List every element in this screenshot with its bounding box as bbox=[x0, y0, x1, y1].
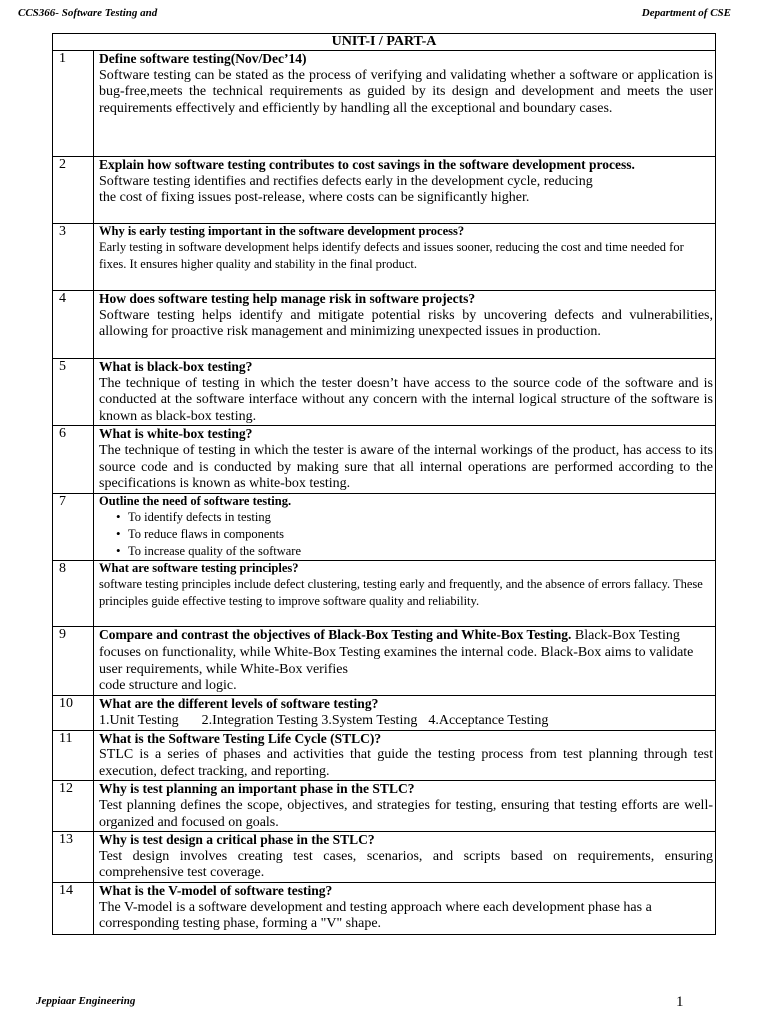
question-text: What is the V-model of software testing? bbox=[99, 882, 333, 898]
answer-text: Software testing can be stated as the process of verifying and validating whether a software or application is bug-free,meets the technical requirements as guided by its design and development and meets the user requirements effectively and efficiently by handling all the exceptional and boundary cases. bbox=[99, 67, 713, 116]
header-department: Department of CSE bbox=[641, 7, 731, 19]
question-number: 3 bbox=[53, 224, 94, 291]
qa-cell bbox=[94, 224, 716, 291]
level-item: 2.Integration Testing bbox=[201, 712, 318, 728]
question-text: How does software testing help manage risk in software projects? bbox=[99, 291, 476, 306]
needs-list bbox=[99, 509, 713, 559]
qa-row bbox=[53, 359, 716, 426]
question-number: 4 bbox=[53, 291, 94, 359]
question-number: 7 bbox=[53, 494, 94, 561]
answer-text: The V-model is a software development and testing approach where each development phase has a corresponding testing phase, forming a "V" shape. bbox=[99, 899, 652, 932]
answer-text: code structure and logic. bbox=[99, 678, 237, 694]
question-text: What are the different levels of software testing? bbox=[99, 696, 379, 712]
list-item: • To identify defects in testing bbox=[128, 509, 713, 526]
qa-cell bbox=[94, 426, 716, 494]
qa-cell bbox=[94, 730, 716, 781]
footer-institution: Jeppiaar Engineering bbox=[36, 995, 136, 1007]
question-text: What is black-box testing? bbox=[99, 359, 253, 374]
question-number: 8 bbox=[53, 561, 94, 627]
question-text: Outline the need of software testing. bbox=[99, 494, 292, 509]
question-text: Why is test planning an important phase in the STLC? bbox=[99, 781, 415, 797]
question-text: What are software testing principles? bbox=[99, 561, 299, 576]
answer-text: Black-Box Testing focuses on functionality, while White-Box Testing examines the internal code. Black-Box aims to validate user requirements, while White-Box verifies bbox=[99, 628, 694, 677]
question-number: 11 bbox=[53, 730, 94, 781]
qa-row bbox=[53, 426, 716, 494]
question-number: 14 bbox=[53, 882, 94, 934]
question-text: Define software testing(Nov/Dec’14) bbox=[99, 51, 307, 66]
qa-row bbox=[53, 494, 716, 561]
page-number: 1 bbox=[676, 994, 684, 1010]
answer-text: Test design involves creating test cases, scenarios, and scripts based on requirements, ensuring comprehensive test coverage. bbox=[99, 848, 713, 881]
qa-row bbox=[53, 291, 716, 359]
qa-row bbox=[53, 730, 716, 781]
question-number: 12 bbox=[53, 781, 94, 832]
level-item: 4.Acceptance Testing bbox=[428, 712, 549, 728]
qa-row bbox=[53, 51, 716, 157]
qa-cell bbox=[94, 157, 716, 224]
unit-title-row bbox=[53, 34, 716, 51]
qa-table bbox=[52, 33, 716, 935]
question-text: What is the Software Testing Life Cycle (STLC)? bbox=[99, 730, 382, 746]
question-text: What is white-box testing? bbox=[99, 426, 253, 442]
qa-row bbox=[53, 627, 716, 696]
question-number: 2 bbox=[53, 157, 94, 224]
answer-text: The technique of testing in which the tester is aware of the internal workings of the product, has access to its source code and is conducted by making sure that all internal operations are performed according to the specifications is known as white-box testing. bbox=[99, 442, 713, 492]
question-number: 10 bbox=[53, 696, 94, 730]
question-text: Why is test design a critical phase in the STLC? bbox=[99, 832, 375, 848]
header-course-title: CCS366- Software Testing and bbox=[18, 7, 158, 19]
qa-row bbox=[53, 224, 716, 291]
qa-cell bbox=[94, 627, 716, 696]
answer-text: the cost of fixing issues post-release, where costs can be significantly higher. bbox=[99, 190, 530, 206]
qa-cell bbox=[94, 51, 716, 157]
list-item: • To reduce flaws in components bbox=[128, 526, 713, 543]
answer-text: software testing principles include defect clustering, testing early and frequently, and the absence of errors fallacy. These principles guide effective testing to improve software quality and reliability. bbox=[99, 577, 703, 609]
qa-cell bbox=[94, 359, 716, 426]
answer-text: STLC is a series of phases and activities that guide the testing process from test planning through test execution, defect tracking, and reporting. bbox=[99, 747, 713, 779]
answer-text: Early testing in software development helps identify defects and issues sooner, reducing the cost and time needed for fixes. It ensures higher quality and stability in the final product. bbox=[99, 240, 684, 271]
answer-text: Software testing helps identify and mitigate potential risks by uncovering defects and vulnerabilities, allowing for proactive risk management and minimizing unexpected issues in production. bbox=[99, 307, 713, 340]
question-number: 9 bbox=[53, 627, 94, 696]
unit-title: UNIT-I / PART-A bbox=[53, 34, 716, 51]
list-item: • To increase quality of the software bbox=[128, 543, 713, 560]
answer-text: Software testing identifies and rectifies defects early in the development cycle, reducing bbox=[99, 173, 593, 189]
question-text: Compare and contrast the objectives of Black-Box Testing and White-Box Testing. bbox=[99, 627, 572, 643]
qa-row bbox=[53, 561, 716, 627]
qa-cell bbox=[94, 291, 716, 359]
levels-list bbox=[99, 713, 713, 730]
qa-cell bbox=[94, 781, 716, 832]
qa-cell bbox=[94, 832, 716, 883]
question-number: 6 bbox=[53, 426, 94, 494]
question-number: 13 bbox=[53, 832, 94, 883]
qa-cell bbox=[94, 882, 716, 934]
qa-cell bbox=[94, 561, 716, 627]
qa-row bbox=[53, 781, 716, 832]
qa-row bbox=[53, 696, 716, 730]
answer-text: Test planning defines the scope, objectives, and strategies for testing, ensuring that testing efforts are well-organized and focused on goals. bbox=[99, 797, 713, 830]
qa-cell bbox=[94, 696, 716, 730]
qa-row bbox=[53, 832, 716, 883]
level-item: 3.System Testing bbox=[321, 712, 418, 728]
question-text: Explain how software testing contributes to cost savings in the software development process. bbox=[99, 157, 635, 172]
question-text: Why is early testing important in the software development process? bbox=[99, 224, 465, 238]
qa-row bbox=[53, 882, 716, 934]
qa-row bbox=[53, 157, 716, 224]
question-number: 1 bbox=[53, 51, 94, 157]
answer-text: The technique of testing in which the tester doesn’t have access to the source code of the software and is conducted at the software interface without any concern with the internal logical structure of the software is known as black-box testing. bbox=[99, 375, 713, 424]
question-number: 5 bbox=[53, 359, 94, 426]
qa-cell bbox=[94, 494, 716, 561]
level-item: 1.Unit Testing bbox=[99, 712, 179, 728]
